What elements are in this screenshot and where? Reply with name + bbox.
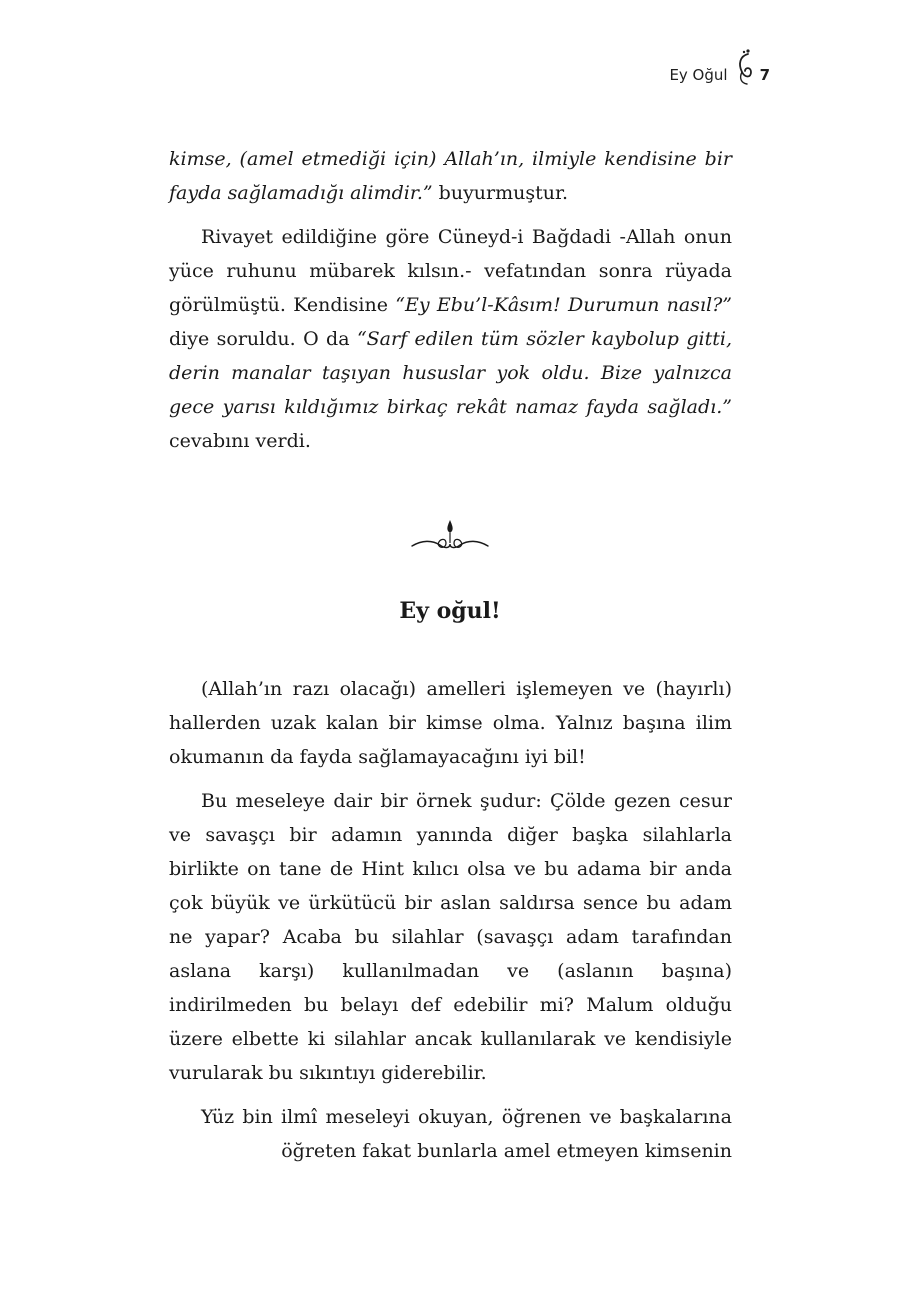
running-header (669, 62, 770, 88)
paragraph-continues: Yüz bin ilmî meseleyi okuyan, öğrenen ve başkalarına öğreten fakat bunlarla amel etmeyen kimsenin (201, 1106, 732, 1162)
paragraph-text: diye soruldu. O da (169, 328, 357, 350)
quote-text: kimse, (amel etmediği için) Allah’ın, ilmiyle kendisine bir fayda sağlamadığı alimdir.” (169, 148, 732, 204)
bottom-text-block (169, 672, 732, 1168)
ornamental-flourish-icon (732, 48, 756, 88)
page-number: 7 (759, 66, 770, 84)
paragraph-text: buyurmuştur. (432, 182, 569, 204)
running-header-title: Ey Oğul (669, 66, 728, 84)
quote-text: “Sarf edilen tüm sözler kaybolup gitti, derin manalar taşıyan hususlar yok oldu. Bize yalnızca gece yarısı kıldığımız birkaç rekât namaz fayda sağladı.” (169, 328, 732, 418)
ornamental-divider-icon (410, 518, 490, 554)
top-text-block (169, 142, 732, 458)
section-divider (0, 518, 900, 554)
paragraph-advice: (Allah’ın razı olacağı) amelleri işlemeyen ve (hayırlı) hallerden uzak kalan bir kimse olma. Yalnız başına ilim okumanın da fayda sağlamayacağını iyi bil! (169, 678, 732, 768)
quote-text: “Ey Ebu’l-Kâsım! Durumun nasıl?” (395, 294, 732, 316)
paragraph-text: Rivayet edildiğine göre Cüneyd-i Bağdadi -Allah onun yüce ruhunu mübarek kılsın.- vefatından sonra rüyada görülmüştü. Kendisine (169, 226, 732, 316)
section-heading: Ey oğul! (399, 598, 501, 624)
paragraph-text: cevabını verdi. (169, 430, 311, 452)
paragraph-cuneyd-story (169, 220, 732, 458)
paragraph-continuation (169, 142, 732, 210)
paragraph-example: Bu meseleye dair bir örnek şudur: Çölde gezen cesur ve savaşçı bir adamın yanında diğer başka silahlarla birlikte on tane de Hint kılıcı olsa ve bu adama bir anda çok büyük ve ürkütücü bir aslan saldırsa sence bu adam ne yapar? Acaba bu silahlar (savaşçı adam tarafından aslana karşı) kullanılmadan ve (aslanın başına) indirilmeden bu belayı def edebilir mi? Malum olduğu üzere elbette ki silahlar ancak kullanılarak ve kendisiyle vurularak bu sıkıntıyı giderebilir. (169, 790, 732, 1084)
